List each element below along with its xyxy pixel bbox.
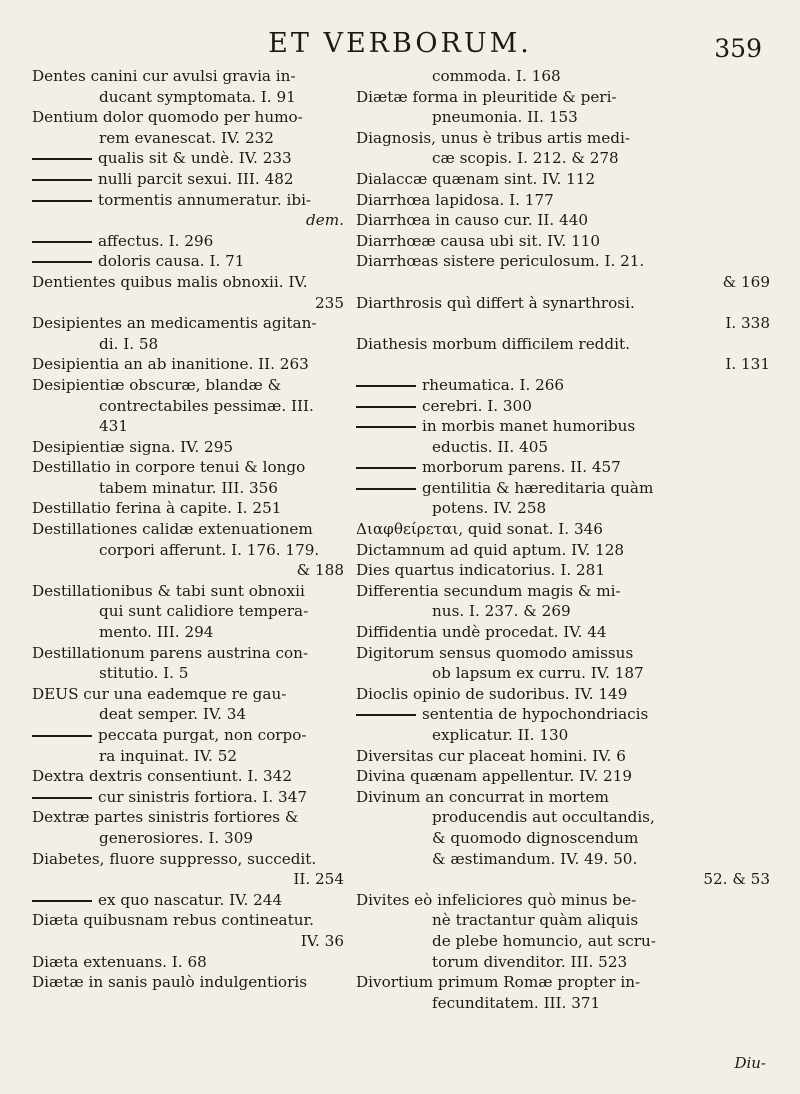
index-line <box>32 931 344 952</box>
index-line-text: rheumatica. I. 266 <box>422 375 565 394</box>
index-line <box>32 849 344 870</box>
index-line <box>32 210 344 231</box>
ditto-dash <box>32 200 92 202</box>
right-index-column <box>356 66 770 1013</box>
index-line <box>356 601 770 622</box>
index-line <box>32 354 344 375</box>
index-line <box>32 807 344 828</box>
index-line <box>356 375 770 396</box>
index-line-text: mento. III. 294 <box>99 623 214 642</box>
index-line-text: Desipientes an medicamentis agitan- <box>32 314 317 333</box>
index-line <box>356 869 770 890</box>
index-line <box>32 725 344 746</box>
index-line <box>356 807 770 828</box>
index-line <box>32 231 344 252</box>
index-line-text: pneumonia. II. 153 <box>432 108 578 127</box>
index-line <box>356 478 770 499</box>
index-line-text: corpori afferunt. I. 176. 179. <box>99 540 320 559</box>
index-line-text: deat semper. IV. 34 <box>99 705 247 724</box>
left-index-column <box>32 66 344 993</box>
index-line-text: ra inquinat. IV. 52 <box>99 746 238 765</box>
index-line-text: DEUS cur una eademque re gau- <box>32 684 287 703</box>
index-line <box>356 231 770 252</box>
index-line-text: nè tractantur quàm aliquis <box>432 911 639 930</box>
index-line <box>356 643 770 664</box>
index-line-text: Desipientiæ obscuræ, blandæ & <box>32 375 282 394</box>
index-line <box>356 457 770 478</box>
index-line <box>32 313 344 334</box>
index-line <box>356 148 770 169</box>
index-line <box>32 704 344 725</box>
ditto-dash <box>356 467 416 469</box>
index-line-text: & 169 <box>722 272 770 291</box>
catchword: Diu- <box>734 1054 766 1072</box>
index-line-text: qualis sit & undè. IV. 233 <box>98 149 292 168</box>
index-line-text: Dextra dextris consentiunt. I. 342 <box>32 767 293 786</box>
index-line <box>356 766 770 787</box>
index-line <box>32 581 344 602</box>
index-line <box>356 622 770 643</box>
index-line <box>32 293 344 314</box>
index-line-text: & æstimandum. IV. 49. 50. <box>432 849 638 868</box>
index-line <box>32 66 344 87</box>
index-line-text: producendis aut occultandis, <box>432 808 655 827</box>
index-line <box>32 87 344 108</box>
index-line-text: Diarrhœas sistere periculosum. I. 21. <box>356 252 645 271</box>
index-line-text: nulli parcit sexui. III. 482 <box>98 169 294 188</box>
index-line <box>32 478 344 499</box>
index-line-text: Diæta extenuans. I. 68 <box>32 952 207 971</box>
index-line-text: stitutio. I. 5 <box>99 664 189 683</box>
index-line-text: ducant symptomata. I. 91 <box>99 87 296 106</box>
index-line-text: 431 <box>99 417 128 436</box>
index-line-text: & 188 <box>296 561 344 580</box>
index-line <box>32 766 344 787</box>
index-line-text: eductis. II. 405 <box>432 437 549 456</box>
index-line <box>32 334 344 355</box>
index-line-text: cæ scopis. I. 212. & 278 <box>432 149 619 168</box>
index-line-text: Destillationibus & tabi sunt obnoxii <box>32 581 305 600</box>
index-line-text: morborum parens. II. 457 <box>422 458 621 477</box>
index-line-text: torum divenditor. III. 523 <box>432 952 628 971</box>
index-line-text: 235 <box>315 293 344 312</box>
index-line <box>356 890 770 911</box>
index-line-text: Divina quænam appellentur. IV. 219 <box>356 767 633 786</box>
index-line-text: Dies quartus indicatorius. I. 281 <box>356 561 605 580</box>
index-line <box>32 952 344 973</box>
index-line-text: qui sunt calidiore tempera- <box>99 602 309 621</box>
index-line-text: Diabetes, fluore suppresso, succedit. <box>32 849 317 868</box>
index-line-text: Diagnosis, unus è tribus artis medi- <box>356 128 630 147</box>
index-line <box>356 787 770 808</box>
index-line-text: I. 338 <box>725 314 770 333</box>
ditto-dash <box>32 261 92 263</box>
index-line-text: II. 254 <box>293 870 344 889</box>
index-line <box>356 725 770 746</box>
index-line <box>356 931 770 952</box>
ditto-dash <box>32 900 92 902</box>
index-line-text: gentilitia & hæreditaria quàm <box>422 478 654 497</box>
index-line-text: Diffidentia undè procedat. IV. 44 <box>356 623 607 642</box>
index-line <box>356 560 770 581</box>
index-line-text: potens. IV. 258 <box>432 499 547 518</box>
ditto-dash <box>32 158 92 160</box>
index-line-text: tormentis annumeratur. ibi- <box>98 190 312 209</box>
index-line-text: Desipientia an ab inanitione. II. 263 <box>32 355 309 374</box>
index-line <box>356 272 770 293</box>
index-line <box>32 169 344 190</box>
index-line-text: cerebri. I. 300 <box>422 396 532 415</box>
index-line-text: Destillationes calidæ extenuationem <box>32 520 313 539</box>
index-line <box>32 457 344 478</box>
index-line-text: Dioclis opinio de sudoribus. IV. 149 <box>356 684 628 703</box>
index-line <box>356 581 770 602</box>
index-line-text: explicatur. II. 130 <box>432 726 569 744</box>
index-line <box>32 498 344 519</box>
index-line <box>32 601 344 622</box>
index-line <box>32 148 344 169</box>
index-line-text: fecunditatem. III. 371 <box>432 993 601 1012</box>
index-line-text: Diarrhœa in causo cur. II. 440 <box>356 211 589 230</box>
index-line <box>356 251 770 272</box>
index-line-text: Divinum an concurrat in mortem <box>356 787 609 806</box>
ditto-dash <box>356 488 416 490</box>
index-line <box>356 293 770 314</box>
index-line-text: ob lapsum ex curru. IV. 187 <box>432 664 644 683</box>
index-line-text: ex quo nascatur. IV. 244 <box>98 890 283 909</box>
index-line-text: Divortium primum Romæ propter in- <box>356 973 641 992</box>
index-line-text: peccata purgat, non corpo- <box>98 726 307 744</box>
ditto-dash <box>32 735 92 737</box>
index-line <box>356 828 770 849</box>
index-line <box>32 746 344 767</box>
index-line <box>356 952 770 973</box>
ditto-dash <box>356 426 416 428</box>
ditto-dash <box>356 385 416 387</box>
index-line-text: commoda. I. 168 <box>432 67 561 85</box>
index-line <box>356 910 770 931</box>
index-line-text: Differentia secundum magis & mi- <box>356 581 621 600</box>
index-line <box>356 313 770 334</box>
index-line <box>356 437 770 458</box>
index-line <box>356 993 770 1014</box>
index-line-text: doloris causa. I. 71 <box>98 252 245 271</box>
index-line <box>356 704 770 725</box>
ditto-dash <box>356 406 416 408</box>
index-line-text: Diarrhœæ causa ubi sit. IV. 110 <box>356 231 601 250</box>
index-line-text: Destillatio ferina à capite. I. 251 <box>32 499 282 518</box>
index-line-text: di. I. 58 <box>99 334 159 353</box>
index-line-text: Destillationum parens austrina con- <box>32 643 309 662</box>
index-line <box>356 169 770 190</box>
index-line-text: 52. & 53 <box>703 870 770 889</box>
index-line <box>356 972 770 993</box>
index-line <box>356 128 770 149</box>
index-line-text: Diarrhœa lapidosa. I. 177 <box>356 190 554 209</box>
index-line <box>356 684 770 705</box>
page-number: 359 <box>714 34 762 63</box>
index-line <box>32 787 344 808</box>
index-line-text: I. 131 <box>725 355 770 374</box>
index-line <box>356 540 770 561</box>
index-line-text: Dentes canini cur avulsi gravia in- <box>32 67 296 85</box>
index-line <box>32 869 344 890</box>
index-line <box>356 66 770 87</box>
index-line <box>32 890 344 911</box>
index-line <box>356 416 770 437</box>
index-line <box>356 519 770 540</box>
index-line <box>356 849 770 870</box>
index-line-text: affectus. I. 296 <box>98 231 214 250</box>
index-line <box>32 622 344 643</box>
index-line <box>356 746 770 767</box>
index-line-text: IV. 36 <box>300 931 344 950</box>
index-line <box>356 334 770 355</box>
index-line <box>32 107 344 128</box>
index-line <box>32 272 344 293</box>
index-line <box>32 828 344 849</box>
index-line <box>356 190 770 211</box>
index-line <box>32 128 344 149</box>
index-line <box>32 437 344 458</box>
index-line-text: sententia de hypochondriacis <box>422 705 649 724</box>
index-line-text: tabem minatur. III. 356 <box>99 478 278 497</box>
index-line-text: Destillatio in corpore tenui & longo <box>32 458 306 477</box>
index-line-text: contrectabiles pessimæ. III. <box>99 396 314 415</box>
index-line-text: Dentium dolor quomodo per humo- <box>32 108 303 127</box>
index-line <box>32 519 344 540</box>
index-line-text: Diætæ forma in pleuritide & peri- <box>356 87 617 106</box>
index-line-text: Diversitas cur placeat homini. IV. 6 <box>356 746 626 765</box>
ditto-dash <box>32 797 92 799</box>
index-line-text: Desipientiæ signa. IV. 295 <box>32 437 234 456</box>
index-line-text: generosiores. I. 309 <box>99 828 254 847</box>
index-line-text: Diarthrosis quì differt à synarthrosi. <box>356 293 635 312</box>
index-line <box>32 684 344 705</box>
index-line-text: nus. I. 237. & 269 <box>432 602 571 621</box>
index-line <box>356 396 770 417</box>
running-header: ET VERBORUM. <box>268 28 532 59</box>
index-line-text: Digitorum sensus quomodo amissus <box>356 643 634 662</box>
index-line-text: rem evanescat. IV. 232 <box>99 128 274 147</box>
index-line-text: & quomodo dignoscendum <box>432 828 639 847</box>
index-line <box>32 643 344 664</box>
index-line <box>356 210 770 231</box>
index-line-text: Dextræ partes sinistris fortiores & <box>32 808 299 827</box>
index-line <box>32 416 344 437</box>
index-line-text: Dictamnum ad quid aptum. IV. 128 <box>356 540 625 559</box>
index-line-text: Diæta quibusnam rebus contineatur. <box>32 911 314 930</box>
index-line <box>356 354 770 375</box>
index-line-text: Διαφθείρεται, quid sonat. I. 346 <box>356 520 603 539</box>
index-line-text: Dialaccæ quænam sint. IV. 112 <box>356 169 596 188</box>
index-line-text: in morbis manet humoribus <box>422 417 636 436</box>
index-line <box>356 663 770 684</box>
index-line <box>32 560 344 581</box>
index-line <box>356 87 770 108</box>
ditto-dash <box>32 179 92 181</box>
index-line <box>32 375 344 396</box>
index-line <box>32 540 344 561</box>
index-line-text: dem. <box>306 211 344 230</box>
ditto-dash <box>32 241 92 243</box>
index-line <box>356 107 770 128</box>
index-line-text: Diathesis morbum difficilem reddit. <box>356 334 630 353</box>
index-line <box>32 396 344 417</box>
index-line-text: Diætæ in sanis paulò indulgentioris <box>32 973 307 992</box>
index-line-text: cur sinistris fortiora. I. 347 <box>98 787 308 806</box>
index-line <box>32 251 344 272</box>
index-line-text: Divites eò infeliciores quò minus be- <box>356 890 637 909</box>
index-line-text: Dentientes quibus malis obnoxii. IV. <box>32 272 308 291</box>
ditto-dash <box>356 714 416 716</box>
index-line <box>32 910 344 931</box>
index-line <box>356 498 770 519</box>
index-line-text: de plebe homuncio, aut scru- <box>432 931 656 950</box>
index-line <box>32 663 344 684</box>
index-line <box>32 190 344 211</box>
index-line <box>32 972 344 993</box>
